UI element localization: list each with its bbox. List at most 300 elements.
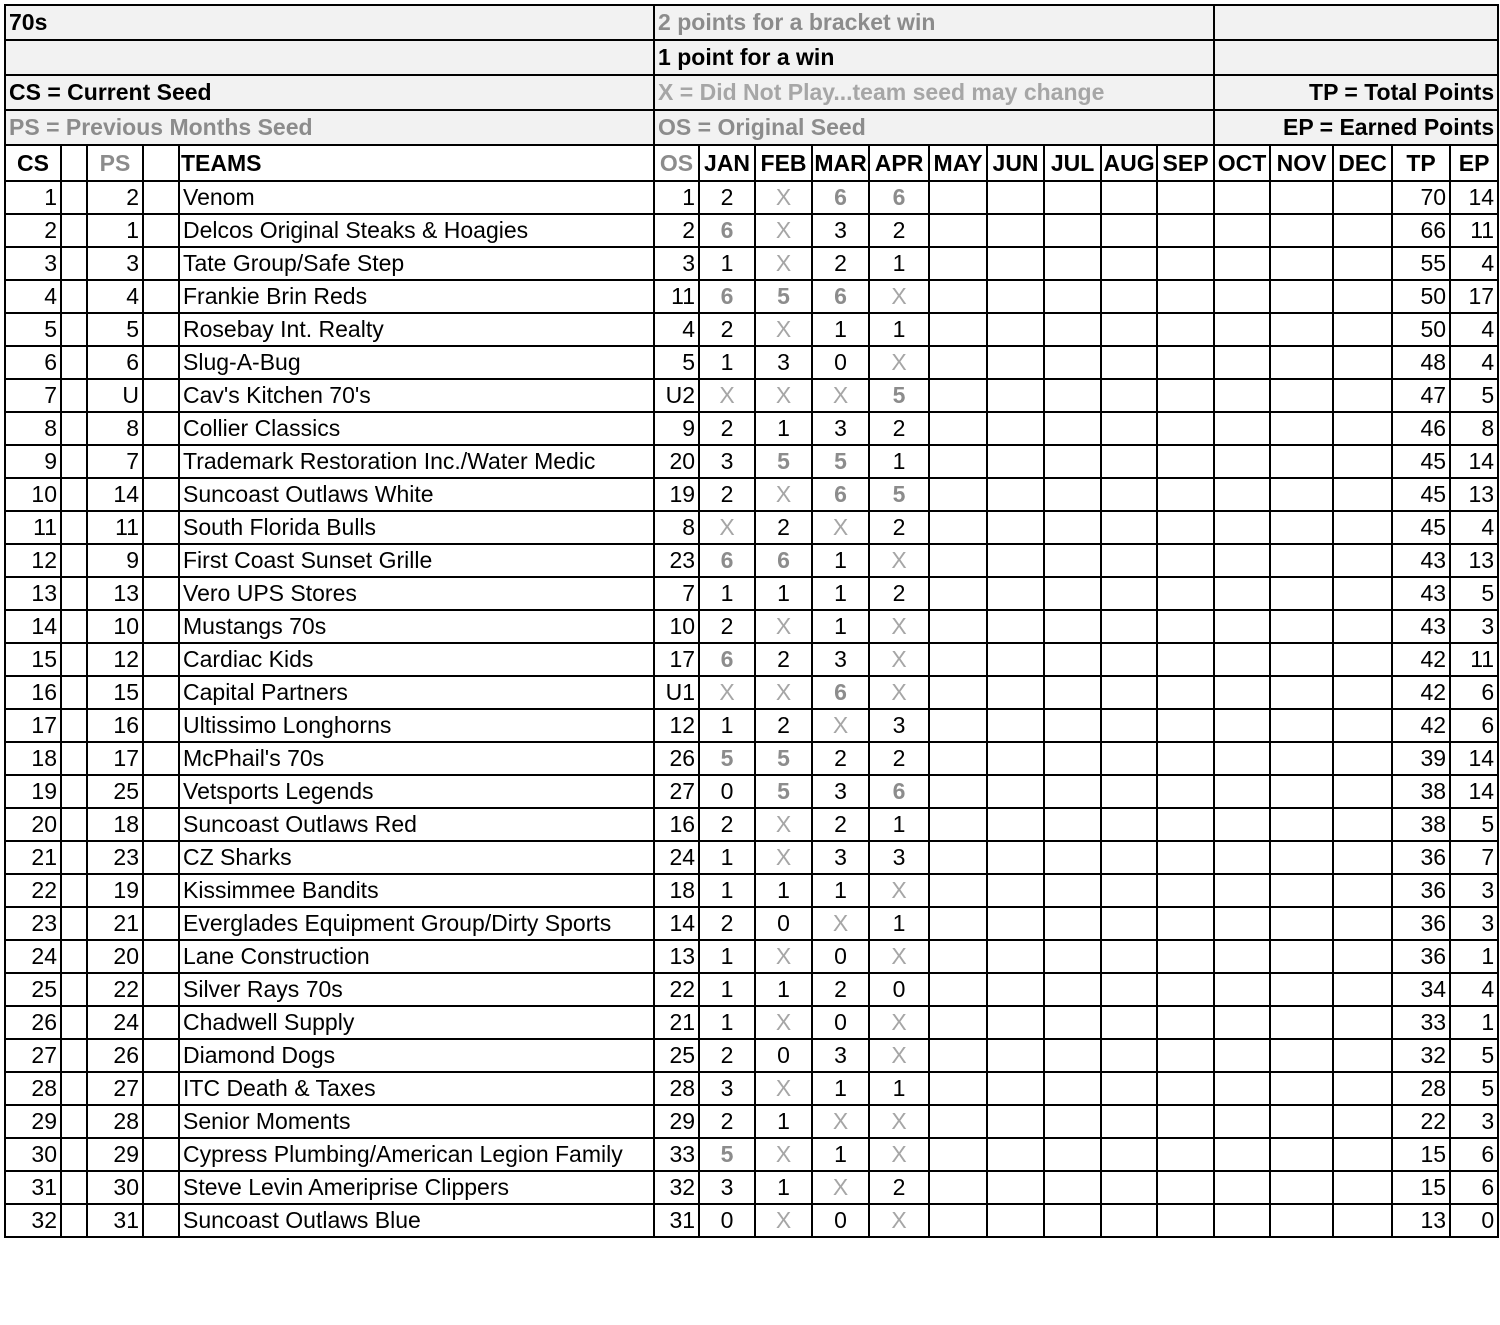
table-row (5, 445, 1498, 478)
month-score-cell (1044, 181, 1101, 214)
month-score-cell: X (755, 808, 812, 841)
month-score-cell: X (869, 346, 929, 379)
month-score-cell: X (755, 181, 812, 214)
month-score-cell (1270, 1006, 1333, 1039)
tp-cell: 43 (1392, 544, 1450, 577)
month-score-cell (1157, 1039, 1214, 1072)
month-score-cell (1044, 775, 1101, 808)
table-row (5, 1204, 1498, 1237)
month-score-cell (1157, 346, 1214, 379)
month-score-cell: 2 (869, 214, 929, 247)
team-name-cell: Vero UPS Stores (179, 577, 654, 610)
month-score-cell (929, 577, 987, 610)
month-score-cell (1044, 742, 1101, 775)
team-name-cell: McPhail's 70s (179, 742, 654, 775)
col-header-os: OS (654, 145, 699, 181)
month-score-cell (1214, 808, 1270, 841)
team-name-cell: Suncoast Outlaws White (179, 478, 654, 511)
col-header-jan: JAN (699, 145, 755, 181)
ps-cell: 26 (87, 1039, 143, 1072)
ep-cell: 5 (1450, 577, 1498, 610)
month-score-cell: 2 (869, 742, 929, 775)
ps-cell: 20 (87, 940, 143, 973)
month-score-cell: X (869, 280, 929, 313)
tp-cell: 47 (1392, 379, 1450, 412)
month-score-cell (1101, 544, 1157, 577)
month-score-cell: 1 (869, 907, 929, 940)
month-score-cell (1333, 808, 1392, 841)
month-score-cell: 1 (869, 1072, 929, 1105)
month-score-cell (1157, 478, 1214, 511)
spacer-cell (143, 808, 179, 841)
month-score-cell: 2 (869, 577, 929, 610)
ps-cell: 9 (87, 544, 143, 577)
cs-cell: 22 (5, 874, 61, 907)
month-score-cell: X (812, 1105, 869, 1138)
month-score-cell (1333, 643, 1392, 676)
month-score-cell (1333, 313, 1392, 346)
month-score-cell (929, 1171, 987, 1204)
spacer-cell (143, 940, 179, 973)
ps-cell: 13 (87, 577, 143, 610)
month-score-cell (1333, 1204, 1392, 1237)
spacer-cell (143, 874, 179, 907)
team-name-cell: CZ Sharks (179, 841, 654, 874)
month-score-cell (1157, 445, 1214, 478)
x-legend: X = Did Not Play...team seed may change (654, 75, 1214, 110)
month-score-cell (1270, 907, 1333, 940)
month-score-cell (1270, 643, 1333, 676)
spacer-cell (61, 280, 87, 313)
month-score-cell: 0 (755, 907, 812, 940)
table-row (5, 1039, 1498, 1072)
tp-cell: 42 (1392, 643, 1450, 676)
team-name-cell: Diamond Dogs (179, 1039, 654, 1072)
month-score-cell (1333, 973, 1392, 1006)
cs-cell: 32 (5, 1204, 61, 1237)
spacer-cell (143, 577, 179, 610)
month-score-cell (1101, 775, 1157, 808)
table-row (5, 1105, 1498, 1138)
month-score-cell (929, 379, 987, 412)
cs-cell: 9 (5, 445, 61, 478)
month-score-cell (1157, 841, 1214, 874)
month-score-cell (1214, 478, 1270, 511)
cs-cell: 23 (5, 907, 61, 940)
month-score-cell (1044, 973, 1101, 1006)
month-score-cell (1270, 412, 1333, 445)
spacer-cell (61, 313, 87, 346)
table-row (5, 874, 1498, 907)
month-score-cell (987, 412, 1044, 445)
month-score-cell (1333, 412, 1392, 445)
month-score-cell (1270, 214, 1333, 247)
month-score-cell: 6 (699, 544, 755, 577)
ps-cell: 19 (87, 874, 143, 907)
month-score-cell: 2 (812, 973, 869, 1006)
month-score-cell: X (699, 379, 755, 412)
month-score-cell: 2 (869, 412, 929, 445)
month-score-cell (1270, 874, 1333, 907)
col-header-jun: JUN (987, 145, 1044, 181)
ps-cell: 7 (87, 445, 143, 478)
month-score-cell (1333, 1039, 1392, 1072)
blank-header-cell (5, 40, 654, 75)
tp-cell: 43 (1392, 577, 1450, 610)
month-score-cell: 5 (755, 742, 812, 775)
team-name-cell: Collier Classics (179, 412, 654, 445)
month-score-cell: 1 (699, 709, 755, 742)
month-score-cell (1157, 247, 1214, 280)
spacer-cell (61, 1006, 87, 1039)
month-score-cell (1157, 1204, 1214, 1237)
month-score-cell (929, 181, 987, 214)
ep-cell: 14 (1450, 742, 1498, 775)
table-row (5, 577, 1498, 610)
month-score-cell (929, 247, 987, 280)
month-score-cell: 6 (699, 214, 755, 247)
tp-cell: 42 (1392, 709, 1450, 742)
tp-cell: 66 (1392, 214, 1450, 247)
month-score-cell (1214, 445, 1270, 478)
month-score-cell: 1 (812, 1072, 869, 1105)
month-score-cell: 5 (755, 280, 812, 313)
month-score-cell: 2 (869, 1171, 929, 1204)
month-score-cell: 0 (699, 775, 755, 808)
ep-cell: 5 (1450, 379, 1498, 412)
month-score-cell (1157, 1138, 1214, 1171)
month-score-cell (1044, 1138, 1101, 1171)
spacer-cell (61, 478, 87, 511)
tp-cell: 45 (1392, 445, 1450, 478)
month-score-cell (1214, 1039, 1270, 1072)
month-score-cell (1214, 280, 1270, 313)
tp-cell: 38 (1392, 808, 1450, 841)
month-score-cell (1101, 577, 1157, 610)
os-cell: 25 (654, 1039, 699, 1072)
month-score-cell (1157, 1072, 1214, 1105)
month-score-cell (987, 775, 1044, 808)
month-score-cell (1214, 379, 1270, 412)
month-score-cell (1101, 940, 1157, 973)
month-score-cell (929, 709, 987, 742)
month-score-cell: 3 (812, 214, 869, 247)
month-score-cell (1101, 445, 1157, 478)
month-score-cell (929, 478, 987, 511)
team-name-cell: Slug-A-Bug (179, 346, 654, 379)
ep-cell: 4 (1450, 346, 1498, 379)
month-score-cell: 2 (755, 709, 812, 742)
spacer-cell (143, 445, 179, 478)
month-score-cell: 1 (699, 841, 755, 874)
month-score-cell: 5 (755, 775, 812, 808)
os-cell: 16 (654, 808, 699, 841)
month-score-cell (1214, 676, 1270, 709)
spacer-cell (61, 643, 87, 676)
spacer-cell (143, 544, 179, 577)
ps-cell: 23 (87, 841, 143, 874)
table-row (5, 841, 1498, 874)
tp-cell: 46 (1392, 412, 1450, 445)
month-score-cell: 6 (812, 280, 869, 313)
month-score-cell (1157, 874, 1214, 907)
ep-cell: 4 (1450, 511, 1498, 544)
spacer-cell (61, 1039, 87, 1072)
month-score-cell (1333, 610, 1392, 643)
spacer-cell (143, 1006, 179, 1039)
table-row (5, 907, 1498, 940)
month-score-cell (987, 346, 1044, 379)
cs-cell: 7 (5, 379, 61, 412)
month-score-cell: 3 (869, 841, 929, 874)
ps-cell: 10 (87, 610, 143, 643)
spacer-cell (61, 709, 87, 742)
month-score-cell (1333, 346, 1392, 379)
month-score-cell: 3 (812, 775, 869, 808)
ps-cell: 25 (87, 775, 143, 808)
month-score-cell (929, 280, 987, 313)
month-score-cell (987, 1039, 1044, 1072)
month-score-cell: X (869, 874, 929, 907)
ps-cell: 16 (87, 709, 143, 742)
month-score-cell (1270, 379, 1333, 412)
month-score-cell (1214, 577, 1270, 610)
month-score-cell: 5 (812, 445, 869, 478)
table-row (5, 280, 1498, 313)
ep-cell: 11 (1450, 214, 1498, 247)
month-score-cell (1157, 313, 1214, 346)
month-score-cell: 1 (699, 577, 755, 610)
month-score-cell: 5 (699, 1138, 755, 1171)
month-score-cell (1333, 907, 1392, 940)
table-row (5, 676, 1498, 709)
month-score-cell (929, 676, 987, 709)
month-score-cell (1157, 742, 1214, 775)
ep-cell: 14 (1450, 775, 1498, 808)
month-score-cell (1214, 940, 1270, 973)
month-score-cell (929, 1204, 987, 1237)
month-score-cell (1101, 214, 1157, 247)
month-score-cell (1101, 907, 1157, 940)
tp-cell: 45 (1392, 478, 1450, 511)
team-name-cell: Cardiac Kids (179, 643, 654, 676)
table-row (5, 313, 1498, 346)
month-score-cell (987, 907, 1044, 940)
month-score-cell (1333, 1105, 1392, 1138)
month-score-cell (929, 412, 987, 445)
month-score-cell: X (755, 1006, 812, 1039)
month-score-cell (1333, 742, 1392, 775)
tp-cell: 38 (1392, 775, 1450, 808)
month-score-cell (1214, 907, 1270, 940)
month-score-cell (1101, 643, 1157, 676)
month-score-cell (1270, 676, 1333, 709)
month-score-cell (1270, 247, 1333, 280)
month-score-cell: 2 (755, 511, 812, 544)
month-score-cell (987, 313, 1044, 346)
team-name-cell: Suncoast Outlaws Blue (179, 1204, 654, 1237)
month-score-cell: 1 (869, 313, 929, 346)
month-score-cell: 5 (699, 742, 755, 775)
month-score-cell: X (755, 247, 812, 280)
os-cell: 32 (654, 1171, 699, 1204)
month-score-cell: 1 (812, 544, 869, 577)
month-score-cell: 2 (812, 808, 869, 841)
month-score-cell (1270, 940, 1333, 973)
month-score-cell: 0 (869, 973, 929, 1006)
month-score-cell: X (812, 907, 869, 940)
ps-cell: 12 (87, 643, 143, 676)
month-score-cell (929, 1039, 987, 1072)
spacer-cell (143, 379, 179, 412)
month-score-cell (1157, 280, 1214, 313)
spacer-cell (143, 1105, 179, 1138)
month-score-cell (1270, 346, 1333, 379)
month-score-cell (929, 775, 987, 808)
month-score-cell: 0 (812, 1006, 869, 1039)
month-score-cell: X (755, 478, 812, 511)
standings-table (4, 4, 1499, 1238)
ep-cell: 6 (1450, 709, 1498, 742)
table-row (5, 247, 1498, 280)
month-score-cell: X (755, 676, 812, 709)
col-header-dec: DEC (1333, 145, 1392, 181)
blank-header-cell (1214, 40, 1498, 75)
team-name-cell: Tate Group/Safe Step (179, 247, 654, 280)
os-cell: 33 (654, 1138, 699, 1171)
month-score-cell (1101, 379, 1157, 412)
month-score-cell: 3 (812, 841, 869, 874)
cs-cell: 18 (5, 742, 61, 775)
spacer-cell (61, 775, 87, 808)
team-name-cell: Vetsports Legends (179, 775, 654, 808)
month-score-cell: X (812, 1171, 869, 1204)
month-score-cell: 1 (699, 346, 755, 379)
table-row (5, 544, 1498, 577)
month-score-cell: 5 (755, 445, 812, 478)
month-score-cell (1044, 445, 1101, 478)
cs-cell: 31 (5, 1171, 61, 1204)
month-score-cell (1270, 709, 1333, 742)
month-score-cell (1101, 841, 1157, 874)
tp-cell: 13 (1392, 1204, 1450, 1237)
month-score-cell (987, 841, 1044, 874)
table-row (5, 1072, 1498, 1105)
tp-cell: 45 (1392, 511, 1450, 544)
spacer-cell (143, 907, 179, 940)
os-cell: 11 (654, 280, 699, 313)
month-score-cell (1214, 610, 1270, 643)
spacer-cell (61, 214, 87, 247)
month-score-cell: 6 (699, 643, 755, 676)
col-header-spacer (143, 145, 179, 181)
ep-cell: 3 (1450, 1105, 1498, 1138)
month-score-cell (929, 511, 987, 544)
spacer-cell (61, 1138, 87, 1171)
month-score-cell (1270, 1171, 1333, 1204)
spacer-cell (61, 940, 87, 973)
os-cell: U1 (654, 676, 699, 709)
bracket-win-note: 2 points for a bracket win (654, 5, 1214, 40)
month-score-cell: 2 (699, 1039, 755, 1072)
month-score-cell: 1 (699, 247, 755, 280)
month-score-cell (1044, 313, 1101, 346)
os-cell: 8 (654, 511, 699, 544)
os-cell: 19 (654, 478, 699, 511)
month-score-cell (987, 742, 1044, 775)
col-header-sep: SEP (1157, 145, 1214, 181)
month-score-cell (1157, 577, 1214, 610)
ep-cell: 14 (1450, 181, 1498, 214)
month-score-cell (929, 445, 987, 478)
cs-legend: CS = Current Seed (5, 75, 654, 110)
ep-cell: 7 (1450, 841, 1498, 874)
month-score-cell (1270, 1039, 1333, 1072)
month-score-cell (929, 1105, 987, 1138)
team-name-cell: Trademark Restoration Inc./Water Medic (179, 445, 654, 478)
month-score-cell (1270, 544, 1333, 577)
month-score-cell (1270, 1105, 1333, 1138)
cs-cell: 5 (5, 313, 61, 346)
month-score-cell (1157, 676, 1214, 709)
month-score-cell (1270, 577, 1333, 610)
spacer-cell (143, 643, 179, 676)
month-score-cell (929, 1006, 987, 1039)
ps-legend: PS = Previous Months Seed (5, 110, 654, 145)
month-score-cell (1333, 511, 1392, 544)
tp-cell: 32 (1392, 1039, 1450, 1072)
month-score-cell (1044, 874, 1101, 907)
cs-cell: 30 (5, 1138, 61, 1171)
month-score-cell (1044, 1072, 1101, 1105)
ep-cell: 6 (1450, 1138, 1498, 1171)
spacer-cell (143, 973, 179, 1006)
cs-cell: 28 (5, 1072, 61, 1105)
cs-cell: 26 (5, 1006, 61, 1039)
team-name-cell: Senior Moments (179, 1105, 654, 1138)
table-row (5, 214, 1498, 247)
spacer-cell (143, 412, 179, 445)
month-score-cell (1270, 1138, 1333, 1171)
table-row (5, 181, 1498, 214)
os-cell: 21 (654, 1006, 699, 1039)
blank-header-cell (1214, 5, 1498, 40)
month-score-cell (1044, 478, 1101, 511)
month-score-cell (987, 577, 1044, 610)
team-name-cell: Ultissimo Longhorns (179, 709, 654, 742)
tp-cell: 50 (1392, 313, 1450, 346)
month-score-cell: X (755, 1138, 812, 1171)
month-score-cell (1214, 1006, 1270, 1039)
spacer-cell (61, 379, 87, 412)
month-score-cell: 1 (699, 1006, 755, 1039)
month-score-cell: 0 (699, 1204, 755, 1237)
month-score-cell (1044, 544, 1101, 577)
ps-cell: 17 (87, 742, 143, 775)
month-score-cell: 3 (699, 1171, 755, 1204)
ep-cell: 5 (1450, 1039, 1498, 1072)
month-score-cell: 1 (869, 808, 929, 841)
month-score-cell (1101, 808, 1157, 841)
cs-cell: 8 (5, 412, 61, 445)
month-score-cell: 1 (755, 412, 812, 445)
tp-cell: 50 (1392, 280, 1450, 313)
team-name-cell: Silver Rays 70s (179, 973, 654, 1006)
month-score-cell (1270, 742, 1333, 775)
month-score-cell (1333, 181, 1392, 214)
month-score-cell (987, 379, 1044, 412)
spacer-cell (143, 610, 179, 643)
